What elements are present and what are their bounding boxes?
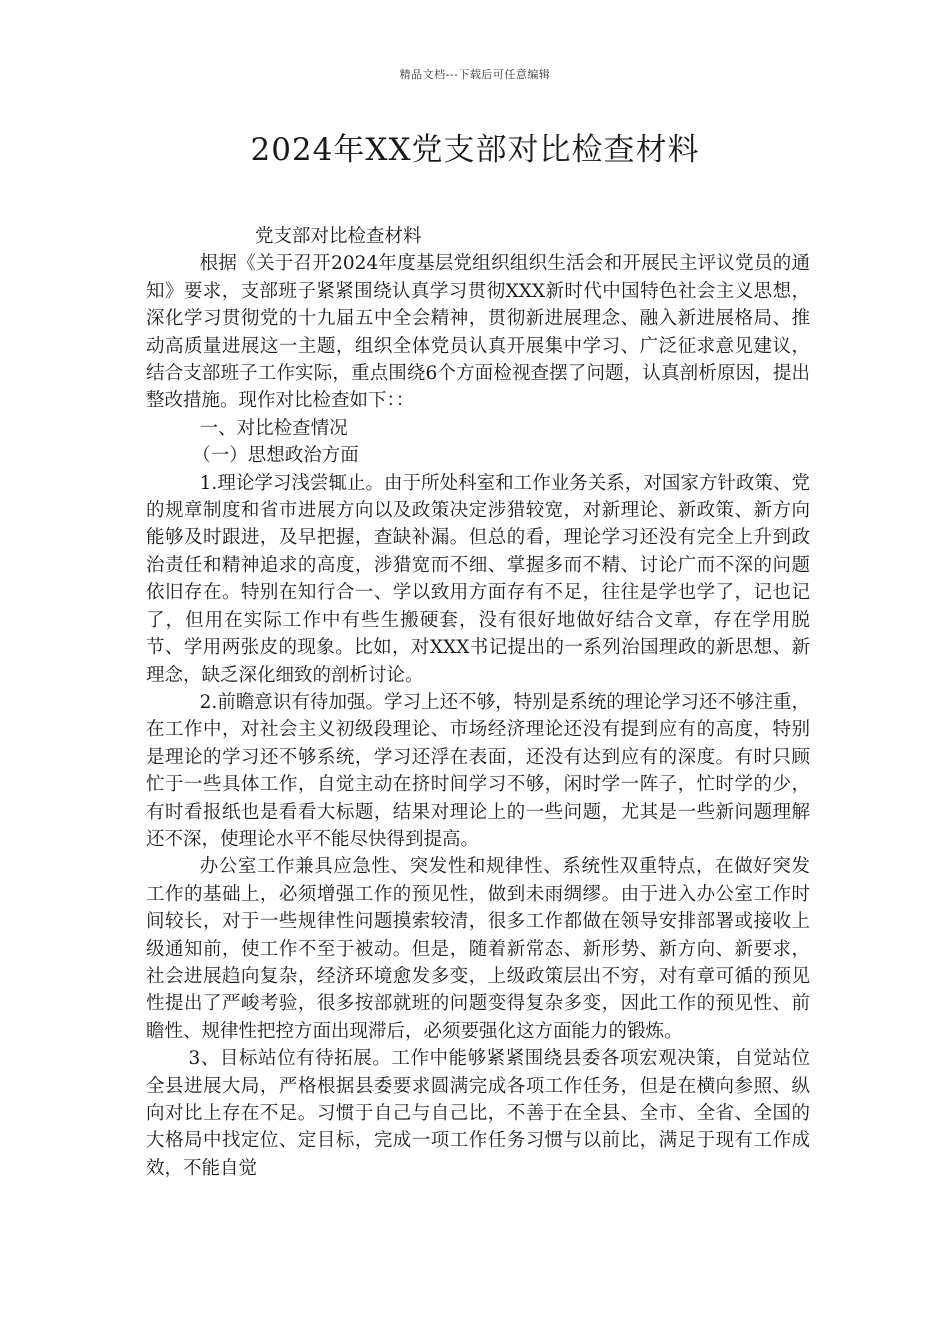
document-subtitle: 党支部对比检查材料	[255, 226, 422, 247]
document-header-note: 精品文档---下载后可任意编辑	[399, 68, 551, 81]
body-paragraph-3: 办公室工作兼具应急性、突发性和规律性、系统性双重特点，在做好突发工作的基础上，必须增强工作的预见性，做到未雨绸缪。由于进入办公室工作时间较长，对于一些规律性问题摸索较清，很多工作都做在领导安排部署或接收上级通知前，使工作不至于被动。但是，随着新常态、新形势、新方向、新要求，社会进展趋向复杂，经济环境愈发多变，上级政策层出不穷，对有章可循的预见性提出了严峻考验，很多按部就班的问题变得复杂多变，因此工作的预见性、前瞻性、规律性把控方面出现滞后，必须要强化这方面能力的锻炼。	[146, 856, 810, 1042]
subsection-heading: （一）思想政治方面	[192, 445, 359, 467]
intro-paragraph: 根据《关于召开2024年度基层党组织组织生活会和开展民主评议党员的通知》要求，支部班子紧紧围绕认真学习贯彻XXX新时代中国特色社会主义思想，深化学习贯彻党的十九届五中全会精神，贯彻新进展理念、融入新进展格局、推动高质量进展这一主题，组织全体党员认真开展集中学习、广泛征求意见建议，结合支部班子工作实际，重点围绕6个方面检视查摆了问题，认真剖析原因，提出整改措施。现作对比检查如下：：	[146, 253, 810, 412]
body-paragraph-4: 3、目标站位有待拓展。工作中能够紧紧围绕县委各项宏观决策，自觉站位全县进展大局，严格根据县委要求圆满完成各项工作任务，但是在横向参照、纵向对比上存在不足。习惯于自己与自己比，不善于在全县、全市、全省、全国的大格局中找定位、定目标，完成一项工作任务习惯与以前比，满足于现有工作成效，不能自觉	[146, 1048, 810, 1179]
document-body	[146, 223, 810, 1182]
body-paragraph-1: 1.理论学习浅尝辄止。由于所处科室和工作业务关系，对国家方针政策、党的规章制度和省市进展方向以及政策决定涉猎较宽，对新理论、新政策、新方向能够及时跟进，及早把握，查缺补漏。但总的看，理论学习还没有完全上升到政治责任和精神追求的高度，涉猎宽而不细、掌握多而不精、讨论广而不深的问题依旧存在。特别在知行合一、学以致用方面存有不足，往往是学也学了，记也记了，但用在实际工作中有些生搬硬套，没有很好地做好结合文章，存在学用脱节、学用两张皮的现象。比如，对XXX书记提出的一系列治国理政的新思想、新理念，缺乏深化细致的剖析讨论。	[146, 472, 810, 686]
section-heading: 一、对比检查情况	[199, 417, 348, 439]
document-title: 2024年XX党支部对比检查材料	[250, 132, 700, 168]
body-paragraph-2: 2.前瞻意识有待加强。学习上还不够，特别是系统的理论学习还不够注重，在工作中，对社会主义初级段理论、市场经济理论还没有提到应有的高度，特别是理论的学习还不够系统，学习还浮在表面，还没有达到应有的深度。有时只顾忙于一些具体工作，自觉主动在挤时间学习不够，闲时学一阵子，忙时学的少，有时看报纸也是看看大标题，结果对理论上的一些问题，尤其是一些新问题理解还不深，使理论水平不能尽快得到提高。	[146, 691, 810, 850]
